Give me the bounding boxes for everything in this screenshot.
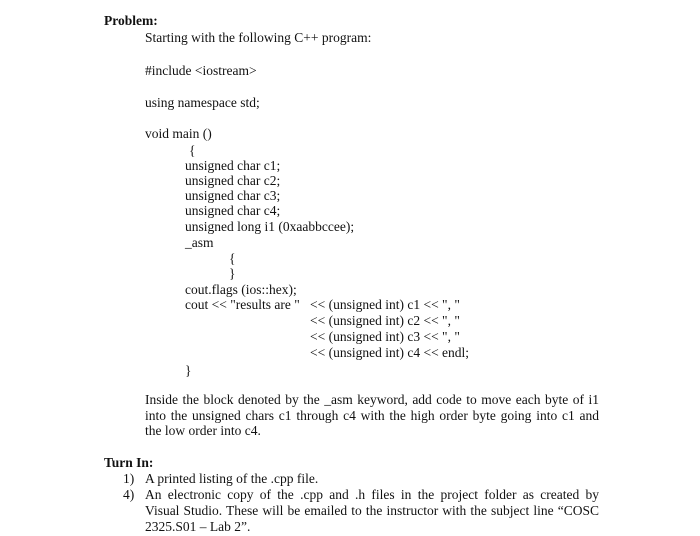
code-close-brace: }	[185, 363, 192, 378]
code-cout-start: cout << "results are "	[185, 297, 300, 312]
code-decl-c4: unsigned char c4;	[185, 203, 281, 218]
code-main-signature: void main ()	[145, 126, 212, 141]
code-decl-c3: unsigned char c3;	[185, 188, 281, 203]
code-decl-i1: unsigned long i1 (0xaabbccee);	[185, 219, 355, 234]
code-output-c2: << (unsigned int) c2 << ", "	[310, 313, 460, 328]
code-decl-c2: unsigned char c2;	[185, 173, 281, 188]
code-output-c3: << (unsigned int) c3 << ", "	[310, 329, 460, 344]
code-open-brace: {	[189, 143, 196, 158]
list-item-text-line-2: Visual Studio. These will be emailed to the instructor with the subject line “COSC	[145, 503, 599, 518]
list-item-number: 4)	[123, 487, 135, 502]
instruction-line-3: the low order into c4.	[145, 423, 261, 438]
problem-intro: Starting with the following C++ program:	[145, 30, 372, 45]
code-asm-open-brace: {	[229, 251, 236, 266]
code-asm-close-brace: }	[229, 266, 236, 281]
problem-heading: Problem:	[104, 13, 158, 28]
code-output-c4: << (unsigned int) c4 << endl;	[310, 345, 470, 360]
list-item-number: 1)	[123, 471, 135, 486]
instruction-line-2: into the unsigned chars c1 through c4 with the high order byte going into c1 and	[145, 408, 599, 423]
code-using-line: using namespace std;	[145, 95, 260, 110]
code-output-c1: << (unsigned int) c1 << ", "	[310, 297, 460, 312]
code-asm-keyword: _asm	[185, 235, 214, 250]
code-include-line: #include <iostream>	[145, 63, 257, 78]
instruction-line-1: Inside the block denoted by the _asm keyword, add code to move each byte of i1	[145, 392, 599, 407]
code-cout-flags: cout.flags (ios::hex);	[185, 282, 297, 297]
code-decl-c1: unsigned char c1;	[185, 158, 281, 173]
list-item-text-line-1: An electronic copy of the .cpp and .h files in the project folder as created by	[145, 487, 599, 502]
list-item-text-line-3: 2325.S01 – Lab 2”.	[145, 519, 251, 534]
turn-in-heading: Turn In:	[104, 455, 154, 470]
list-item-text: A printed listing of the .cpp file.	[145, 471, 319, 486]
